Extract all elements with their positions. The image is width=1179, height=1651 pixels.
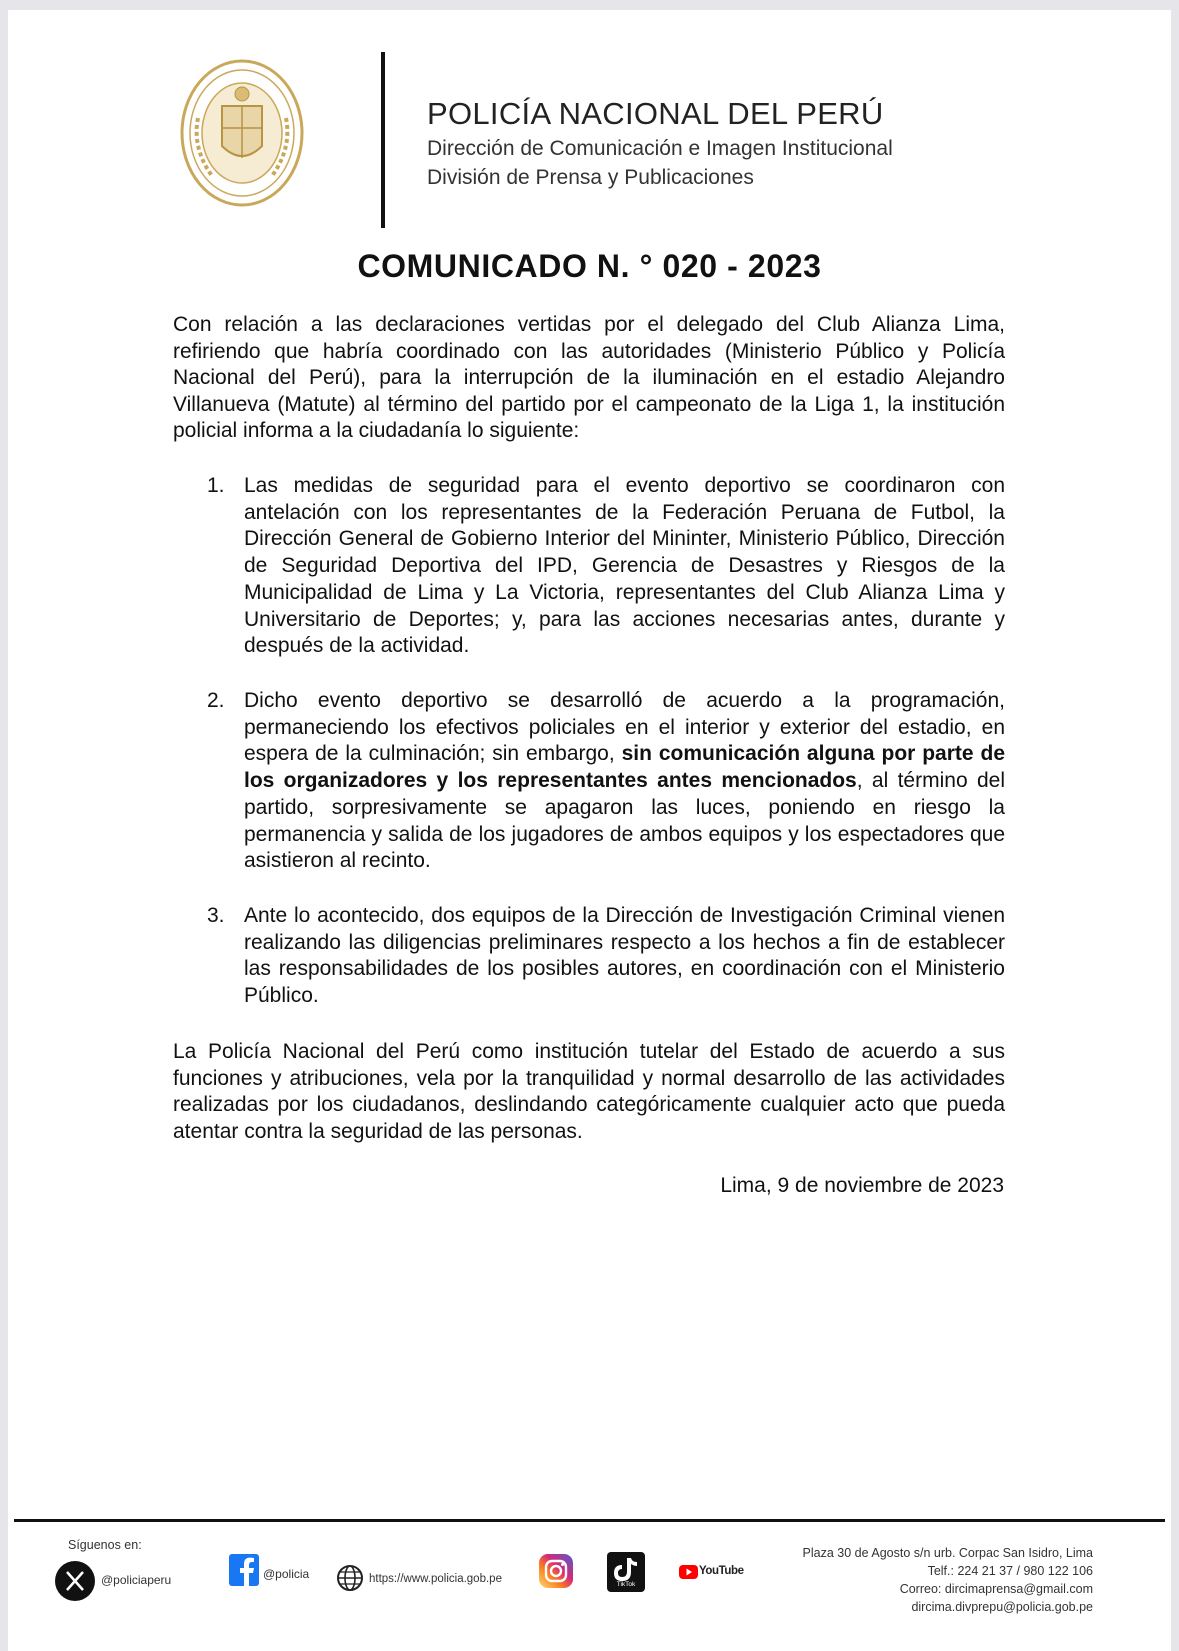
follow-label: Síguenos en:: [68, 1538, 142, 1552]
instagram-icon[interactable]: [539, 1554, 573, 1588]
facebook-handle-link[interactable]: @policia: [263, 1567, 310, 1581]
youtube-icon[interactable]: [679, 1565, 698, 1579]
intro-paragraph: Con relación a las declaraciones vertidas por el delegado del Club Alianza Lima, refiriendo que habría coordinado con las autoridades (Ministerio Público y Policía Nacional del Perú), para la interrupción de la iluminación en el estadio Alejandro Villanueva (Matute) al término del partido por el campeonato de la Liga 1, la institución policial informa a la ciudadanía lo siguiente:: [173, 313, 1005, 443]
footer-address: Plaza 30 de Agosto s/n urb. Corpac San Isidro, Lima: [802, 1546, 1093, 1560]
communique-title: COMUNICADO N. ° 020 - 2023: [357, 248, 822, 284]
x-handle-link[interactable]: @policiaperu: [101, 1573, 172, 1587]
tiktok-icon[interactable]: [607, 1552, 645, 1592]
list-number: 2.: [207, 689, 225, 712]
footer-phone: Telf.: 224 21 37 / 980 122 106: [927, 1564, 1093, 1578]
facebook-icon[interactable]: [229, 1554, 259, 1586]
institution-name: POLICÍA NACIONAL DEL PERÚ: [427, 96, 884, 131]
division-name: División de Prensa y Publicaciones: [427, 166, 754, 189]
document-date: Lima, 9 de noviembre de 2023: [720, 1174, 1004, 1197]
list-text: [244, 688, 1005, 875]
x-icon[interactable]: [54, 1560, 96, 1602]
list-text: Ante lo acontecido, dos equipos de la Dirección de Investigación Criminal vienen realizando las diligencias preliminares respecto a los hechos a fin de establecer las responsabilidades de los posibles autores, en coordinación con el Ministerio Público.: [244, 904, 1005, 1008]
footer-email-2: dircima.divprepu@policia.gob.pe: [911, 1600, 1093, 1614]
footer: [0, 1522, 1179, 1651]
list-text: Las medidas de seguridad para el evento deportivo se coordinaron con antelación con los representantes de la Federación Peruana de Futbol, la Dirección General de Gobierno Interior del Mininter, Ministerio Público, Dirección de Seguridad Deportiva del IPD, Gerencia de Desastres y Riesgos de la Municipalidad de Lima y La Victoria, representantes del Club Alianza Lima y Universitario de Deportes; y, para las acciones necesarias antes, durante y después de la actividad.: [244, 474, 1005, 658]
tiktok-label: TikTok: [616, 1581, 636, 1588]
list-item-2: [173, 688, 1005, 875]
header-divider: [381, 52, 385, 228]
list-number: 1.: [207, 474, 225, 497]
list-item-1: [173, 473, 1005, 660]
list-number: 3.: [207, 904, 225, 927]
globe-icon[interactable]: [336, 1564, 364, 1592]
youtube-label[interactable]: YouTube: [699, 1565, 744, 1577]
list-text-part: , al término del partido, sorpresivamente se apagaron las luces, poniendo en riesgo la permanencia y salida de los jugadores de ambos equipos y los espectadores que asistieron al recinto.: [244, 769, 1005, 873]
department-name: Dirección de Comunicación e Imagen Institucional: [427, 137, 893, 160]
list-item-3: [173, 903, 1005, 1010]
list-text-bold: sin comunicación alguna por parte de los organizadores y los representantes antes mencionados: [244, 742, 1005, 793]
list-text-part: Dicho evento deportivo se desarrolló de acuerdo a la programación, permaneciendo los efectivos policiales en el interior y exterior del estadio, en espera de la culminación; sin embargo,: [244, 689, 1005, 766]
footer-email-1: Correo: dircimaprensa@gmail.com: [899, 1582, 1093, 1596]
closing-paragraph: La Policía Nacional del Perú como institución tutelar del Estado de acuerdo a sus funciones y atribuciones, vela por la tranquilidad y normal desarrollo de las actividades realizadas por los ciudadanos, deslindando categóricamente cualquier acto que pueda atentar contra la seguridad de las personas.: [173, 1040, 1005, 1143]
police-crest-logo: [178, 58, 306, 208]
website-link[interactable]: https://www.policia.gob.pe: [369, 1573, 502, 1585]
